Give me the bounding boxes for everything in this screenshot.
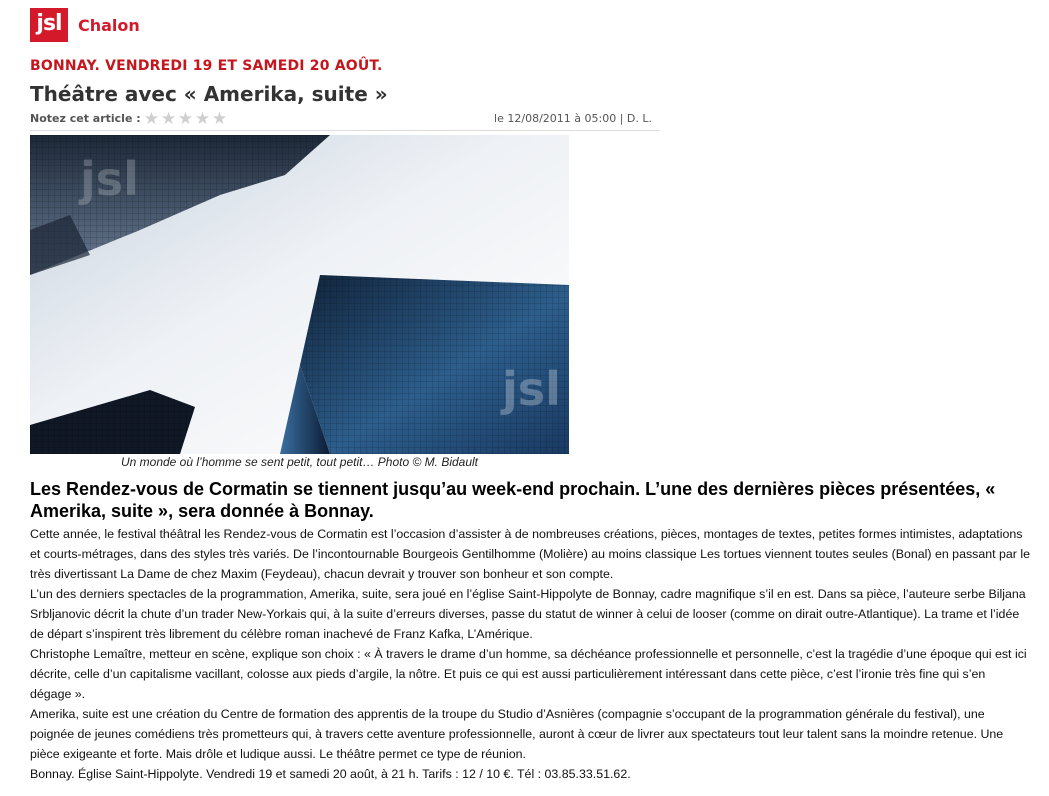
article-body: [30, 524, 1030, 784]
star-icon[interactable]: ★: [143, 109, 160, 128]
star-icon[interactable]: ★: [211, 109, 228, 128]
body-paragraph: L’un des derniers spectacles de la programmation, Amerika, suite, sera joué en l’église Saint-Hippolyte de Bonnay, cadre magnifique s’il en est. Dans sa pièce, l’auteure serbe Biljana Srbljanovic décrit la chute d’un trader New-Yorkais qui, à la suite d’erreurs diverses, passe du statut de winner à celui de looser (comme on dirait outre-Atlantique). La trame et l’idée de départ s’inspirent très librement du célèbre roman inachevé de Franz Kafka, L’Amérique.: [30, 587, 1026, 641]
edition-name[interactable]: Chalon: [78, 15, 140, 35]
article-kicker: BONNAY. VENDREDI 19 ET SAMEDI 20 AOÛT.: [30, 58, 383, 74]
body-paragraph: Bonnay. Église Saint-Hippolyte. Vendredi 19 et samedi 20 août, à 21 h. Tarifs : 12 / 10 €. Tél : 03.85.33.51.62.: [30, 767, 631, 781]
logo-text: jsl: [36, 11, 62, 36]
skyscraper-photo: [30, 135, 569, 454]
body-paragraph: Amerika, suite est une création du Centre de formation des apprentis de la troupe du Studio d’Asnières (compagnie s’occupant de la programmation générale du festival), une poignée de jeunes comédiens très prometteurs qui, à travers cette aventure professionnelle, auront à cœur de livrer aux spectateurs tout leur talent sans la moindre retenue. Une pièce exigeante et forte. Mais drôle et ludique aussi. Le théâtre permet ce type de réunion.: [30, 707, 1004, 761]
star-icon[interactable]: ★: [194, 109, 211, 128]
photo-caption: Un monde où l’homme se sent petit, tout petit… Photo © M. Bidault: [120, 455, 479, 469]
article-photo: [30, 135, 569, 454]
article-lead: Les Rendez-vous de Cormatin se tiennent jusqu’au week-end prochain. L’une des dernières pièces présentées, « Amerika, suite », sera donnée à Bonnay.: [30, 479, 996, 521]
body-paragraph: Christophe Lemaître, metteur en scène, explique son choix : « À travers le drame d’un homme, sa déchéance professionnelle et personnelle, c’est la tragédie d’une époque qui est ici décrite, celle d’un capitalisme vacillant, colosse aux pieds d’argile, la nôtre. Et puis ce qui est aussi particulièrement intéressant dans cette pièce, c’est l’ironie très fine qui s’en dégage ».: [30, 647, 1027, 701]
site-header: [30, 8, 140, 42]
jsl-logo[interactable]: [30, 8, 68, 42]
article-byline: le 12/08/2011 à 05:00 | D. L.: [494, 112, 652, 125]
photo-watermark: jsl: [502, 362, 561, 416]
star-icon[interactable]: ★: [160, 109, 177, 128]
rate-label: Notez cet article :: [30, 112, 141, 125]
photo-watermark: jsl: [80, 152, 139, 206]
body-paragraph: Cette année, le festival théâtral les Rendez-vous de Cormatin est l’occasion d’assister à de nombreuses créations, pièces, montages de textes, petites formes intimistes, adaptations et courts-métrages, dans des styles très variés. De l’incontournable Bourgeois Gentilhomme (Molière) au moins classique Les tortues viennent toutes seules (Bonal) en passant par le très divertissant La Dame de chez Maxim (Feydeau), chacun devrait y trouver son bonheur et son compte.: [30, 527, 1031, 581]
star-rating: [143, 110, 228, 128]
star-icon[interactable]: ★: [177, 109, 194, 128]
article-meta-bar: [30, 110, 660, 131]
article-title: Théâtre avec « Amerika, suite »: [30, 82, 388, 106]
